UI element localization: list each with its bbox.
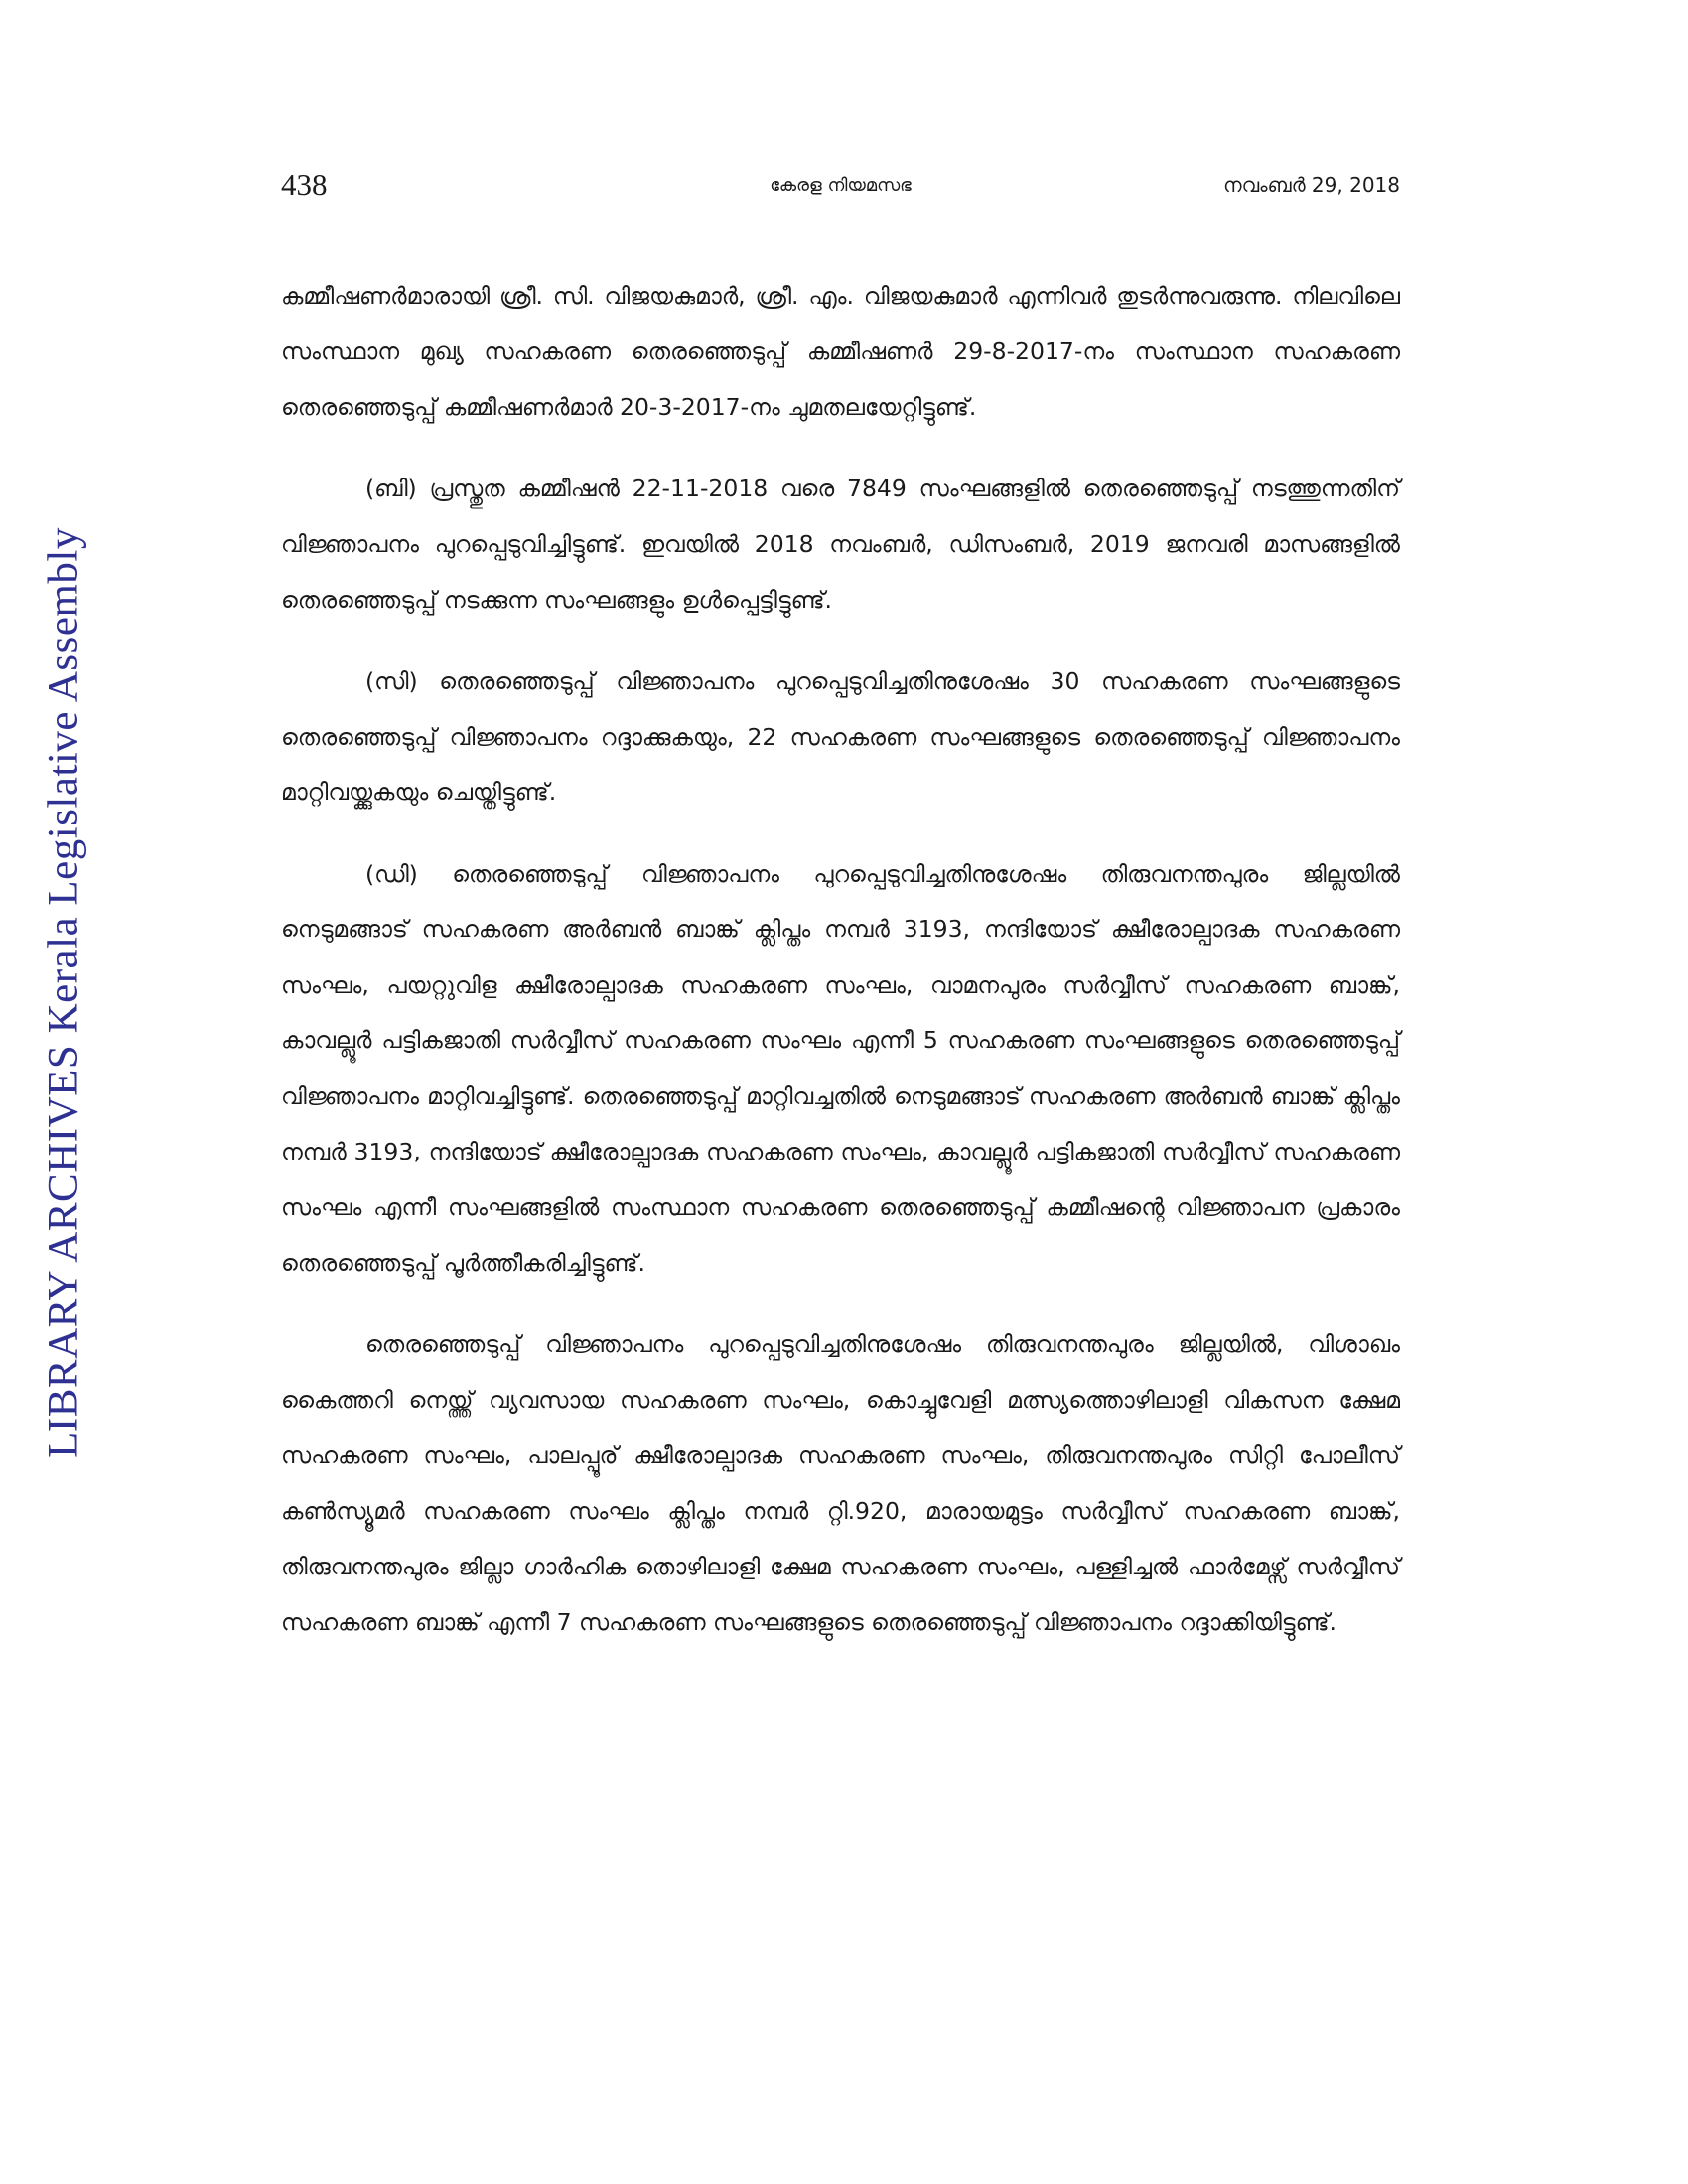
paragraph-d: (ഡി) തെരഞ്ഞെടുപ്പ് വിജ്ഞാപനം പുറപ്പെടുവിച്ചതിനുശേഷം തിരുവനന്തപുരം ജില്ലയിൽ നെടുമങ്ങാട് സഹകരണ അർബൻ ബാങ്ക് ക്ലിപ്തം നമ്പർ 3193, നന്ദിയോട് ക്ഷീരോല്പാദക സഹകരണ സംഘം, പയറ്റുവിള ക്ഷീരോല്പാദക സഹകരണ സംഘം, വാമനപുരം സർവ്വീസ് സഹകരണ ബാങ്ക്, കാവല്ലൂർ പട്ടികജാതി സർവ്വീസ് സഹകരണ സംഘം എന്നീ 5 സഹകരണ സംഘങ്ങളുടെ തെരഞ്ഞെടുപ്പ് വിജ്ഞാപനം മാറ്റിവച്ചിട്ടുണ്ട്. തെരഞ്ഞെടുപ്പ് മാറ്റിവച്ചതിൽ നെടുമങ്ങാട് സഹകരണ അർബൻ ബാങ്ക് ക്ലിപ്തം നമ്പർ 3193, നന്ദിയോട് ക്ഷീരോല്പാദക സഹകരണ സംഘം, കാവല്ലൂർ പട്ടികജാതി സർവ്വീസ് സഹകരണ സംഘം എന്നീ സംഘങ്ങളിൽ സംസ്ഥാന സഹകരണ തെരഞ്ഞെടുപ്പ് കമ്മീഷന്റെ വിജ്ഞാപന പ്രകാരം തെരഞ്ഞെടുപ്പ് പൂർത്തീകരിച്ചിട്ടുണ്ട്. <box>281 860 1400 1277</box>
page-header <box>281 167 1400 216</box>
assembly-name: കേരള നിയമസഭ <box>770 175 912 196</box>
paragraph-c: (സി) തെരഞ്ഞെടുപ്പ് വിജ്ഞാപനം പുറപ്പെടുവിച്ചതിനുശേഷം 30 സഹകരണ സംഘങ്ങളുടെ തെരഞ്ഞെടുപ്പ് വിജ്ഞാപനം റദ്ദാക്കുകയും, 22 സഹകരണ സംഘങ്ങളുടെ തെരഞ്ഞെടുപ്പ് വിജ്ഞാപനം മാറ്റിവയ്ക്കുകയും ചെയ്തിട്ടുണ്ട്. <box>281 667 1400 806</box>
document-body <box>281 268 1400 1676</box>
paragraph-b: (ബി) പ്രസ്തുത കമ്മീഷൻ 22-11-2018 വരെ 7849 സംഘങ്ങളിൽ തെരഞ്ഞെടുപ്പ് നടത്തുന്നതിന് വിജ്ഞാപനം പുറപ്പെടുവിച്ചിട്ടുണ്ട്. ഇവയിൽ 2018 നവംബർ, ഡിസംബർ, 2019 ജനവരി മാസങ്ങളിൽ തെരഞ്ഞെടുപ്പ് നടക്കുന്ന സംഘങ്ങളും ഉൾപ്പെട്ടിട്ടുണ്ട്. <box>281 475 1400 614</box>
paragraph-cancellations: തെരഞ്ഞെടുപ്പ് വിജ്ഞാപനം പുറപ്പെടുവിച്ചതിനുശേഷം തിരുവനന്തപുരം ജില്ലയിൽ, വിശാഖം കൈത്തറി നെയ്ത്ത് വ്യവസായ സഹകരണ സംഘം, കൊച്ചുവേളി മത്സ്യത്തൊഴിലാളി വികസന ക്ഷേമ സഹകരണ സംഘം, പാലപ്പൂര് ക്ഷീരോല്പാദക സഹകരണ സംഘം, തിരുവനന്തപുരം സിറ്റി പോലീസ് കൺസ്യൂമർ സഹകരണ സംഘം ക്ലിപ്തം നമ്പർ റ്റി.920, മാരായമുട്ടം സർവ്വീസ് സഹകരണ ബാങ്ക്, തിരുവനന്തപുരം ജില്ലാ ഗാർഹിക തൊഴിലാളി ക്ഷേമ സഹകരണ സംഘം, പള്ളിച്ചൽ ഫാർമേഴ്സ് സർവ്വീസ് സഹകരണ ബാങ്ക് എന്നീ 7 സഹകരണ സംഘങ്ങളുടെ തെരഞ്ഞെടുപ്പ് വിജ്ഞാപനം റദ്ദാക്കിയിട്ടുണ്ട്. <box>281 1330 1400 1636</box>
paragraph-continuation: കമ്മീഷണർമാരായി ശ്രീ. സി. വിജയകുമാർ, ശ്രീ. എം. വിജയകുമാർ എന്നിവർ തുടർന്നുവരുന്നു. നിലവിലെ സംസ്ഥാന മുഖ്യ സഹകരണ തെരഞ്ഞെടുപ്പ് കമ്മീഷണർ 29-8-2017-നം സംസ്ഥാന സഹകരണ തെരഞ്ഞെടുപ്പ് കമ്മീഷണർമാർ 20-3-2017-നം ചുമതലയേറ്റിട്ടുണ്ട്. <box>281 282 1400 421</box>
watermark-text: LIBRARY ARCHIVES Kerala Legislative Assembly <box>40 527 87 1458</box>
page-number: 438 <box>281 167 328 202</box>
header-date: നവംബർ 29, 2018 <box>1223 173 1400 197</box>
